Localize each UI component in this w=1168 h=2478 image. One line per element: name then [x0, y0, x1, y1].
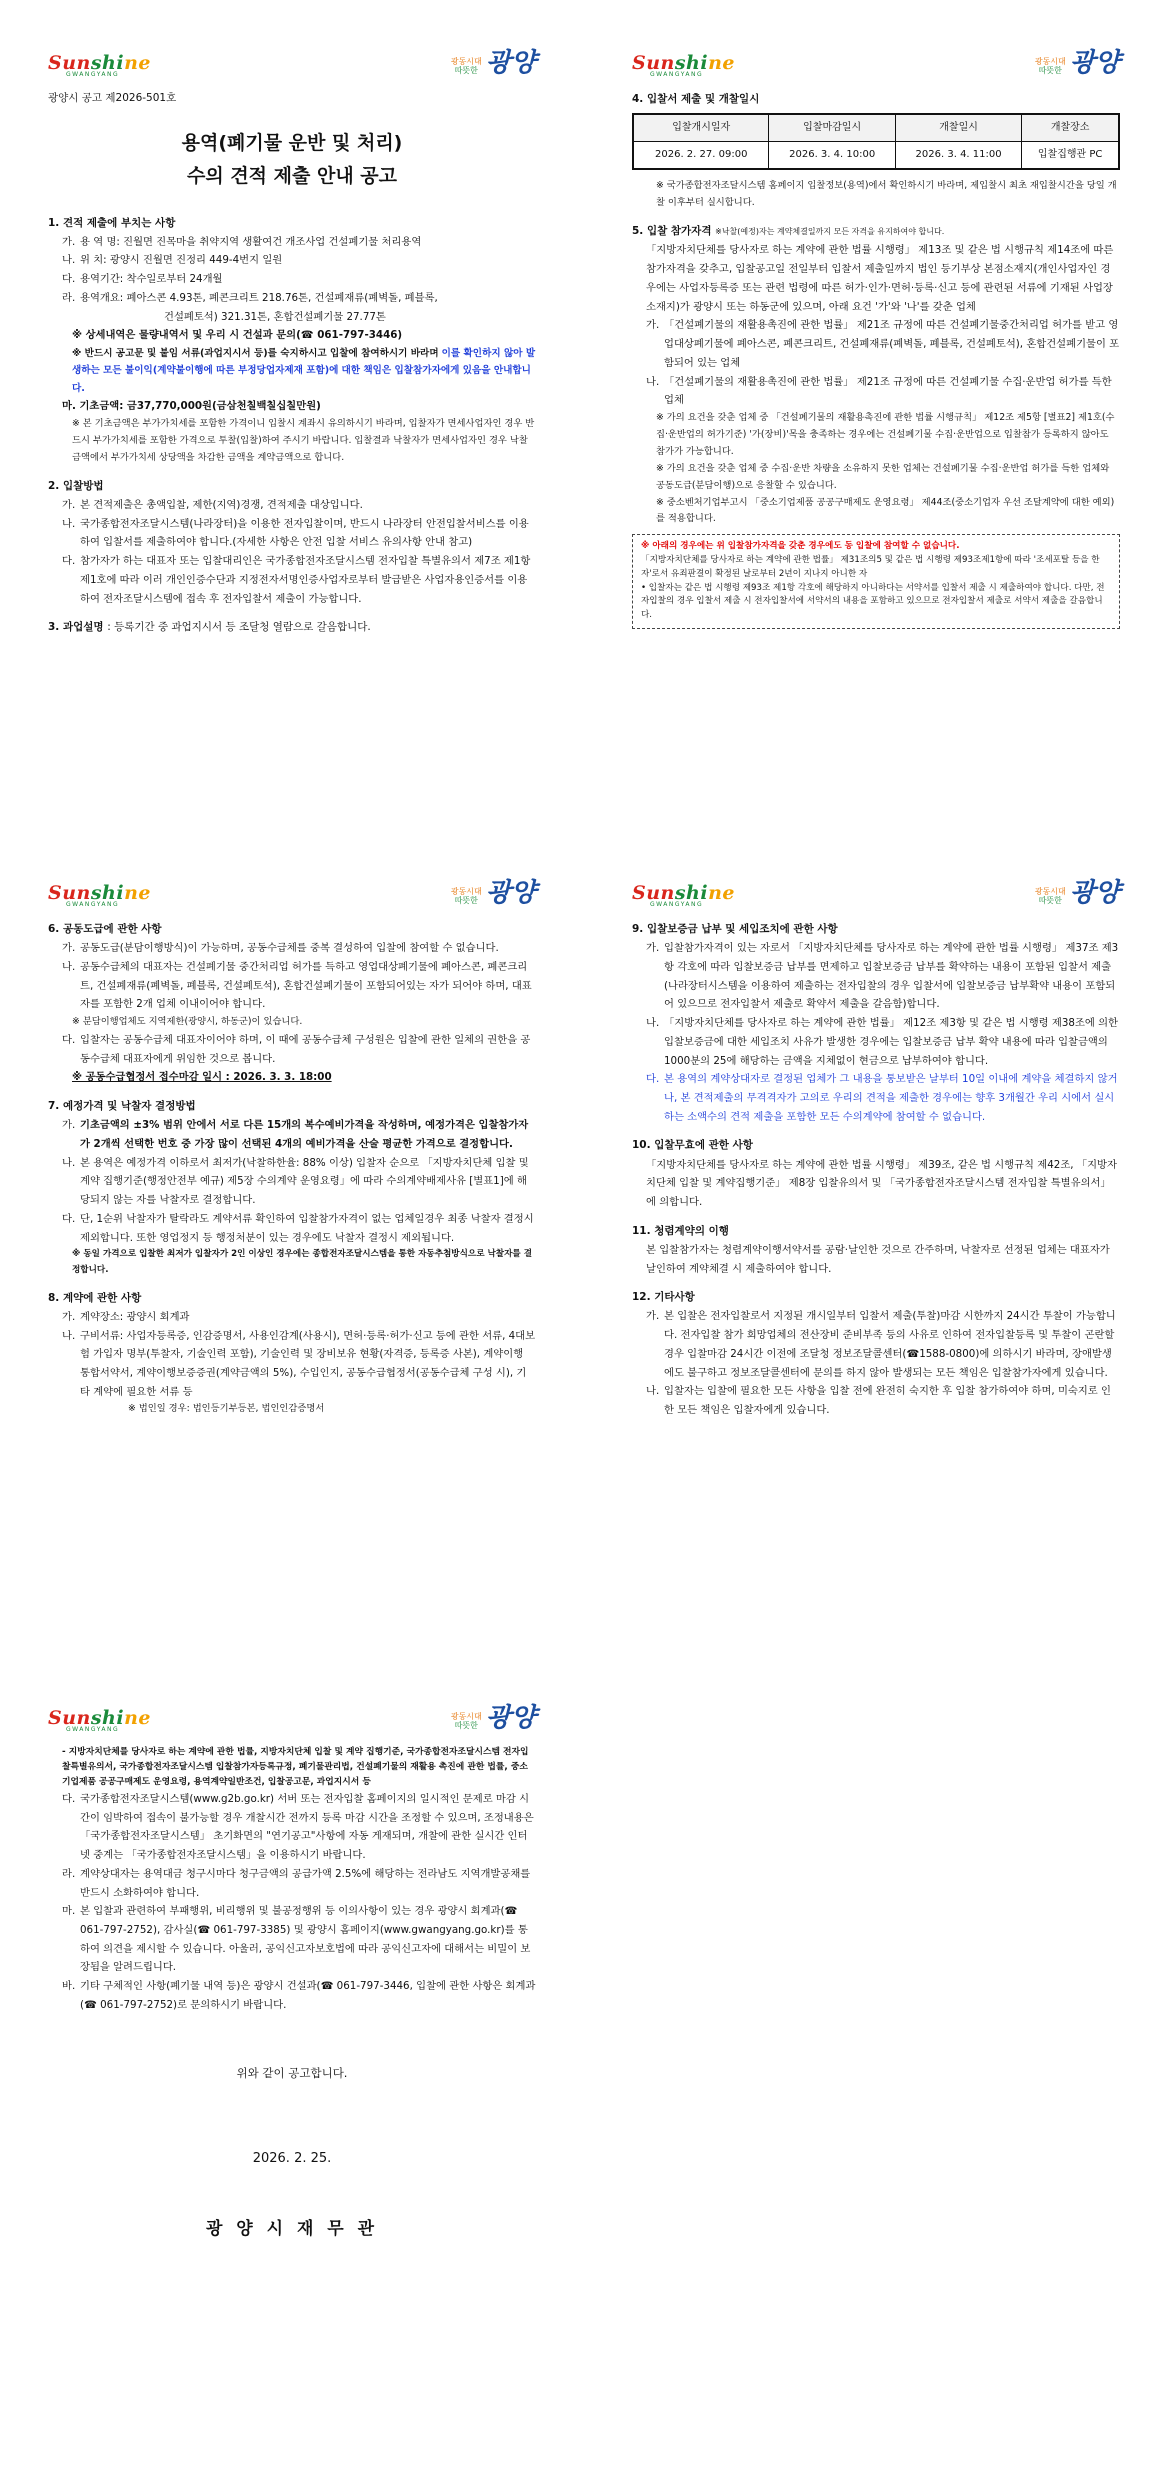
- section-6: 6. 공동도급에 관한 사항 가. 공동도급(분담이행방식)이 가능하며, 공동수급체를 중복 결성하여 입찰에 참여할 수 없습니다. 나. 공동수급체의 대표자는 건설폐기물 중간처리업 허가를 득하고 영업대상폐기물에 폐아스콘, 폐콘크리트, 건설폐재류(폐벽돌, 폐블록, 건설폐토석), 혼합건설폐기물이 포함되어있는 자가 되어야 하며, 대표자를 포함한 2개 업체 이내이어야 합니다. ※ 분담이행업체도 지역제한(광양시, 하동군)이 있습니다. 다. 입찰자는 공동수급체 대표자이어야 하며, 이 때에 공동수급체 구성원은 입찰에 관한 일체의 권한을 공동수급체 대표자에게 위임한 것으로 봅니다. ※ 공동수급협정서 접수마감 일시 : 2026. 3. 3. 18:00: [48, 923, 532, 1084]
- page-5: [0, 1705, 584, 2239]
- table-header: 개찰일시: [895, 114, 1021, 142]
- page-2: [584, 50, 1168, 629]
- section-2: 2. 입찰방법 가. 본 견적제출은 총액입찰, 제한(지역)경쟁, 견적제출 대상입니다. 나. 국가종합전자조달시스템(나라장터)을 이용한 전자입찰이며, 반드시 나라장터 안전입찰서비스를 이용하여 입찰서를 제출하여야 합니다.(자세한 사항은 안전 입찰 서비스 유의사항 안내 참고) 다. 참가자가 하는 대표자 또는 입찰대리인은 국가종합전자조달시스템 전자입찰 특별유의서 제7조 제1항 제1호에 따라 이러 개인인증수단과 지정전자서명인증사업자로부터 발급받은 사업자용인증서를 이용하여 전자조달시스템에 접속 후 전자입찰서 제출이 가능합니다.: [48, 479, 531, 605]
- sunshine-logo: Sunshine GWANGYANG: [632, 882, 735, 908]
- city-logo: 광동시대 따뜻한 광양: [1034, 48, 1120, 78]
- section-1: 1. 견적 제출에 부치는 사항 가. 용 역 명: 진월면 진목마을 취약지역 생활여건 개조사업 건설폐기물 처리용역 나. 위 치: 광양시 진월면 진정리 449-4번지 일원 다. 용역기간: 착수일로부터 24개월 라. 용역개요: 폐아스콘 4.93톤, 폐콘크리트 218.76톤, 건설폐재류(폐벽돌, 폐블록, 건설폐토석) 321.31톤, 혼합건설폐기물 27.77톤 ※ 상세내역은 물량내역서 및 우리 시 건설과 문의(☎ 061-797-3446) ※ 반드시 공고문 및 붙임 서류(과업지시서 등)를 숙지하시고 입찰에 참여하시기 바라며 이를 확인하지 않아 발생하는 모든 불이익(계약불이행에 따른 부정당업자제재 포함)에 대한 책임은 입찰참가자에게 있음을 안내합니다. 마. 기초금액: 금37,770,000원(금삼천칠백칠십칠만원) ※ 본 기초금액은 부가가치세를 포함한 가격이니 입찰시 계좌시 유의하시기 바라며, 입찰자가 면세사업자인 경우 반드시 부가가치세를 포함한 가격으로 투찰(입찰)하여 주시기 바랍니다. 입찰결과 낙찰자가 면세사업자인 경우 낙찰금액에서 부가가치세 상당액을 차감한 금액을 계약금액으로 합니다.: [48, 216, 536, 463]
- city-logo: 광동시대 따뜻한 광양: [450, 48, 536, 78]
- page-header: [632, 50, 1120, 84]
- issuing-authority: 광 양 시 재 무 관: [205, 2218, 379, 2239]
- closing-statement: 위와 같이 공고합니다.: [236, 2065, 348, 2080]
- sunshine-logo: Sunshine GWANGYANG: [632, 52, 735, 78]
- sunshine-logo: Sunshine GWANGYANG: [48, 882, 151, 908]
- table-header: 개찰장소: [1022, 114, 1119, 142]
- section-9: 9. 입찰보증금 납부 및 세입조치에 관한 사항 가. 입찰참가자격이 있는 자로서 「지방자치단체를 당사자로 하는 계약에 관한 법률 시행령」 제37조 제3항 각호에 따라 입찰보증금 납부를 면제하고 입찰보증금 납부를 확약하는 내용이 포함된 입찰서 제출(나라장터시스템을 이용하여 제출하는 전자입찰의 경우 입찰서에 입찰보증금 납부확약 내용이 포함되어 있으므로 전자입찰서 제출로 확약서 제출을 갈음함)합니다. 나. 「지방자치단체를 당사자로 하는 계약에 관한 법률」 제12조 제3항 및 같은 법 시행령 제38조에 의한 입찰보증금에 대한 세입조치 사유가 발생한 경우에는 입찰보증금 납부 확약 내용에 따라 입찰금액의 1000분의 25에 해당하는 금액을 지체없이 현금으로 납부하여야 합니다. 다. 본 용역의 계약상대자로 결정된 업체가 그 내용을 통보받은 날부터 10일 이내에 계약을 체결하지 않거나, 본 견적제출의 무격격자가 고의로 우리의 견적을 제출한 경우에는 향후 3개월간 우리 시에서 실시하는 소액수의 견적 제출을 포함한 모든 수의계약에 참여할 수 없습니다.: [632, 923, 1119, 1123]
- page-title: 용역(폐기물 운반 및 처리) 수의 견적 제출 안내 공고: [181, 132, 403, 188]
- city-logo: 광동시대 따뜻한 광양: [1034, 878, 1120, 908]
- page-1: [0, 50, 584, 637]
- section-4: 4. 입찰서 제출 및 개찰일시 입찰개시일자 입찰마감일시 개찰일시 개찰장소 2026. 2. 27. 09:00 2026. 3. 4. 10:00 2026. 3. 4. 11:00 입찰집행관 PC ※ 국가종합전자조달시스템 홈페이지 입찰정보(용역)에서 확인하시기 바라며, 제입찰시 최초 재입찰시간을 당일 개찰 이후부터 실시합니다.: [632, 90, 1120, 212]
- section-11: 11. 청렴계약의 이행 본 입찰참가자는 청렴계약이행서약서를 공람·날인한 것으로 간주하며, 낙찰자로 선정된 업체는 대표자가 날인하여 계약체결 시 제출하여야 합니다.: [632, 1224, 1110, 1275]
- section-7: 7. 예정가격 및 낙찰자 결정방법 가. 기초금액의 ±3% 범위 안에서 서로 다른 15개의 복수예비가격을 작성하며, 예정가격은 입찰참가자가 2개씩 선택한 번호 중 가장 많이 선택된 4개의 예비가격을 산술 평균한 가격으로 결정합니다. 나. 본 용역은 예정가격 이하로서 최저가(낙찰하한율: 88% 이상) 입찰자 순으로 「지방자치단체 입찰 및 계약 집행기준(행정안전부 예규) 제5장 수의계약 운영요령」에 따라 수의계약배제사유 [별표1]에 해당되지 않는 자를 낙찰자로 결정합니다. 다. 단, 1순위 낙찰자가 탈락라도 계약서류 확인하여 입찰참가자격이 없는 업체일경우 최종 낙찰자 결정시 제외합니다. 또한 영업정지 등 행정처분이 있는 경우에도 낙찰자 결정시 제외됩니다. ※ 동일 가격으로 입찰한 최저가 입찰자가 2인 이상인 경우에는 종합전자조달시스템을 통한 자동추첨방식으로 낙찰자를 결정합니다.: [48, 1100, 534, 1276]
- page-header: [632, 880, 1120, 914]
- table-row: 2026. 2. 27. 09:00 2026. 3. 4. 10:00 2026. 3. 4. 11:00 입찰집행관 PC: [633, 142, 1119, 170]
- exclusion-notice-box: ※ 아래의 경우에는 위 입찰참가자격을 갖춘 경우에도 동 입찰에 참여할 수 없습니다. 「지방자치단체를 당사자로 하는 계약에 관한 법률」 제31조의5 및 같은 법 시행령 제93조제1항에 따라 '조세포탈 등을 한 자'로서 유죄판결이 확정된 날로부터 2년이 지나지 아니한 자 • 입찰자는 같은 법 시행령 제93조 제1항 각호에 해당하지 아니하다는 서약서를 입찰서 제출 시 제출하여야 합니다. 다만, 전자입찰의 경우 입찰서 제출 시 전자입찰서에 서약서의 내용을 포함하고 있으므로 전자입찰서 제출로 서약서 제출을 갈음합니다.: [632, 534, 1120, 629]
- city-logo: 광동시대 따뜻한 광양: [450, 878, 536, 908]
- section-12: 12. 기타사항 가. 본 입찰은 전자입찰로서 지정된 개시일부터 입찰서 제출(투찰)마감 시한까지 24시간 투찰이 가능합니다. 전자입찰 참가 희망업체의 전산장비 준비부족 등의 사유로 인하여 전자입찰등록 및 투찰이 곤란할 경우 입찰마감 24시간 이전에 조달청 정보조달콜센터(☎1588-0800)에 의하시기 바라며, 장애발생에도 불구하고 정보조달콜센터에 문의를 하지 않아 발생되는 모든 책임은 입찰참가자에게 있습니다. 나. 입찰자는 입찰에 필요한 모든 사항을 입찰 전에 완전히 숙지한 후 입찰 참가하여야 하며, 미숙지로 인한 모든 책임은 입찰자에게 있습니다.: [632, 1291, 1116, 1417]
- table-header: 입찰개시일자: [633, 114, 769, 142]
- schedule-table: [632, 113, 1120, 170]
- section-3: 3. 과업설명 : 등록기간 중 과업지시서 등 조달청 열람으로 갈음합니다.: [48, 621, 371, 634]
- sunshine-logo: Sunshine GWANGYANG: [48, 52, 151, 78]
- notice-date: 2026. 2. 25.: [252, 2150, 332, 2166]
- page-4: [584, 880, 1168, 1420]
- page-3: [0, 880, 584, 1418]
- section-8: 8. 계약에 관한 사항 가. 계약장소: 광양시 회계과 나. 구비서류: 사업자등록증, 인감증명서, 사용인감계(사용시), 면허·등록·허가·신고 등에 관한 서류, 4대보험 가입자 명부(투찰자, 기술인력 포함), 기술인력 및 장비보유 현황(자격증, 등록증 사본), 계약이행 통합서약서, 계약이행보증증권(계약금액의 5%), 수입인지, 공동수급협정서(공동수급체 구성 시), 기타 계약에 필요한 서류 등 ※ 법인일 경우: 법인등기부등본, 법인인감증명서: [48, 1291, 536, 1415]
- section-10: 10. 입찰무효에 관한 사항 「지방자치단체를 당사자로 하는 계약에 관한 법률 시행령」 제39조, 같은 법 시행규칙 제42조, 「지방자치단체 입찰 및 계약집행기준」 제8장 입찰유의서 및 「국가종합전자조달시스템 전자입찰 특별유의서」에 의합니다.: [632, 1139, 1117, 1209]
- page-header: [48, 1705, 536, 1739]
- notice-number: 광양시 공고 제2026-501호: [48, 92, 177, 104]
- page-header: [48, 50, 536, 84]
- section-5: 5. 입찰 참가자격 ※낙찰(예정)자는 계약체결일까지 모든 자격을 유지하여야 합니다. 「지방자치단체를 당사자로 하는 계약에 관한 법률 시행령」 제13조 및 같은 법 시행규칙 제14조에 따른 참가자격을 갖추고, 입찰공고일 전일부터 입찰서 제출일까지 법인 등기부상 본점소재지(개인사업자인 경우에는 사업자등록증 또는 관련 법령에 따른 허가·인가·면허·등록·신고 등에 관련된 서류에 기재된 사업장소재지)가 광양시 또는 하동군에 있으며, 아래 요건 '가'와 '나'를 갖춘 업체 가. 「건설폐기물의 재활용촉진에 관한 법률」 제21조 규정에 따른 건설폐기물중간처리업 허가를 받고 영업대상폐기물에 폐아스콘, 폐콘크리트, 건설폐재류(폐벽돌, 폐블록, 건설폐토석), 혼합건설폐기물이 포함되어 있는 업체 나. 「건설폐기물의 재활용촉진에 관한 법률」 제21조 규정에 따른 건설폐기물 수집·운반업 허가를 득한 업체 ※ 가의 요건을 갖춘 업체 중 「건설폐기물의 재활용촉진에 관한 법률 시행규칙」 제12조 제5항 [별표2] 제1호(수집·운반업의 허가기준) '가(장비)'목을 충족하는 경우에는 건설폐기물 수집·운반업으로 입찰참가 등록하지 않아도 참가가 가능합니다. ※ 가의 요건을 갖춘 업체 중 수집·운반 차량을 소유하지 못한 업체는 건설폐기물 수집·운반업 허가를 득한 업체와 공동도급(분담이행)으로 응찰할 수 있습니다. ※ 중소벤처기업부고시 「중소기업제품 공공구매제도 운영요령」 제44조(중소기업자 우선 조달계약에 대한 예외)를 적용합니다. ※ 아래의 경우에는 위 입찰참가자격을 갖춘 경우에도 동 입찰에 참여할 수 없습니다. 「지방자치단체를 당사자로 하는 계약에 관한 법률」 제31조의5 및 같은 법 시행령 제93조제1항에 따라 '조세포탈 등을 한 자'로서 유죄판결이 확정된 날로부터 2년이 지나지 아니한 자 • 입찰자는 같은 법 시행령 제93조 제1항 각호에 해당하지 아니하다는 서약서를 입찰서 제출 시 제출하여야 합니다. 다만, 전자입찰의 경우 입찰서 제출 시 전자입찰서에 서약서의 내용을 포함하고 있으므로 전자입찰서 제출로 서약서 제출을 갈음합니다.: [632, 222, 1120, 629]
- page-header: [48, 880, 536, 914]
- sunshine-logo: Sunshine GWANGYANG: [48, 1707, 151, 1733]
- table-header: 입찰마감일시: [769, 114, 895, 142]
- section-12-continued: - 지방자치단체를 당사자로 하는 계약에 관한 법률, 지방자치단체 입찰 및 계약 집행기준, 국가종합전자조달시스템 전자입찰특별유의서, 국가종합전자조달시스템 입찰참가자등록규정, 폐기물관리법, 건설폐기물의 재활용 촉진에 관한 법률, 중소기업제품 공공구매제도 운영요령, 용역계약일반조건, 입찰공고문, 과업지시서 등 다. 국가종합전자조달시스템(www.g2b.go.kr) 서버 또는 전자입찰 홈페이지의 일시적인 문제로 마감 시간이 임박하여 접속이 불가능할 경우 개찰시간 전까지 등록 마감 시간을 조정할 수 있으며, 조정내용은 「국가종합전자조달시스템」 초기화면의 "연기공고"사항에 자동 게재되며, 개찰에 관한 실시간 인터넷 중계는 「국가종합전자조달시스템」을 이용하시기 바랍니다. 라. 계약상대자는 용역대금 청구시마다 청구금액의 공급가액 2.5%에 해당하는 전라남도 지역개발공채를 반드시 소화하여야 합니다. 마. 본 입찰과 관련하여 부패행위, 비리행위 및 불공정행위 등 이의사항이 있는 경우 광양시 회계과(☎ 061-797-2752), 감사실(☎ 061-797-3385) 및 광양시 홈페이지(www.gwangyang.go.kr)를 통하여 의견을 제시할 수 있습니다. 아울러, 공익신고자보호법에 따라 공익신고자에 대해서는 비밀이 보장됨을 알려드립니다. 바. 기타 구체적인 사항(폐기물 내역 등)은 광양시 건설과(☎ 061-797-3446, 입찰에 관한 사항은 회계과(☎ 061-797-2752)로 문의하시기 바랍니다.: [62, 1747, 536, 2011]
- city-logo: 광동시대 따뜻한 광양: [450, 1703, 536, 1733]
